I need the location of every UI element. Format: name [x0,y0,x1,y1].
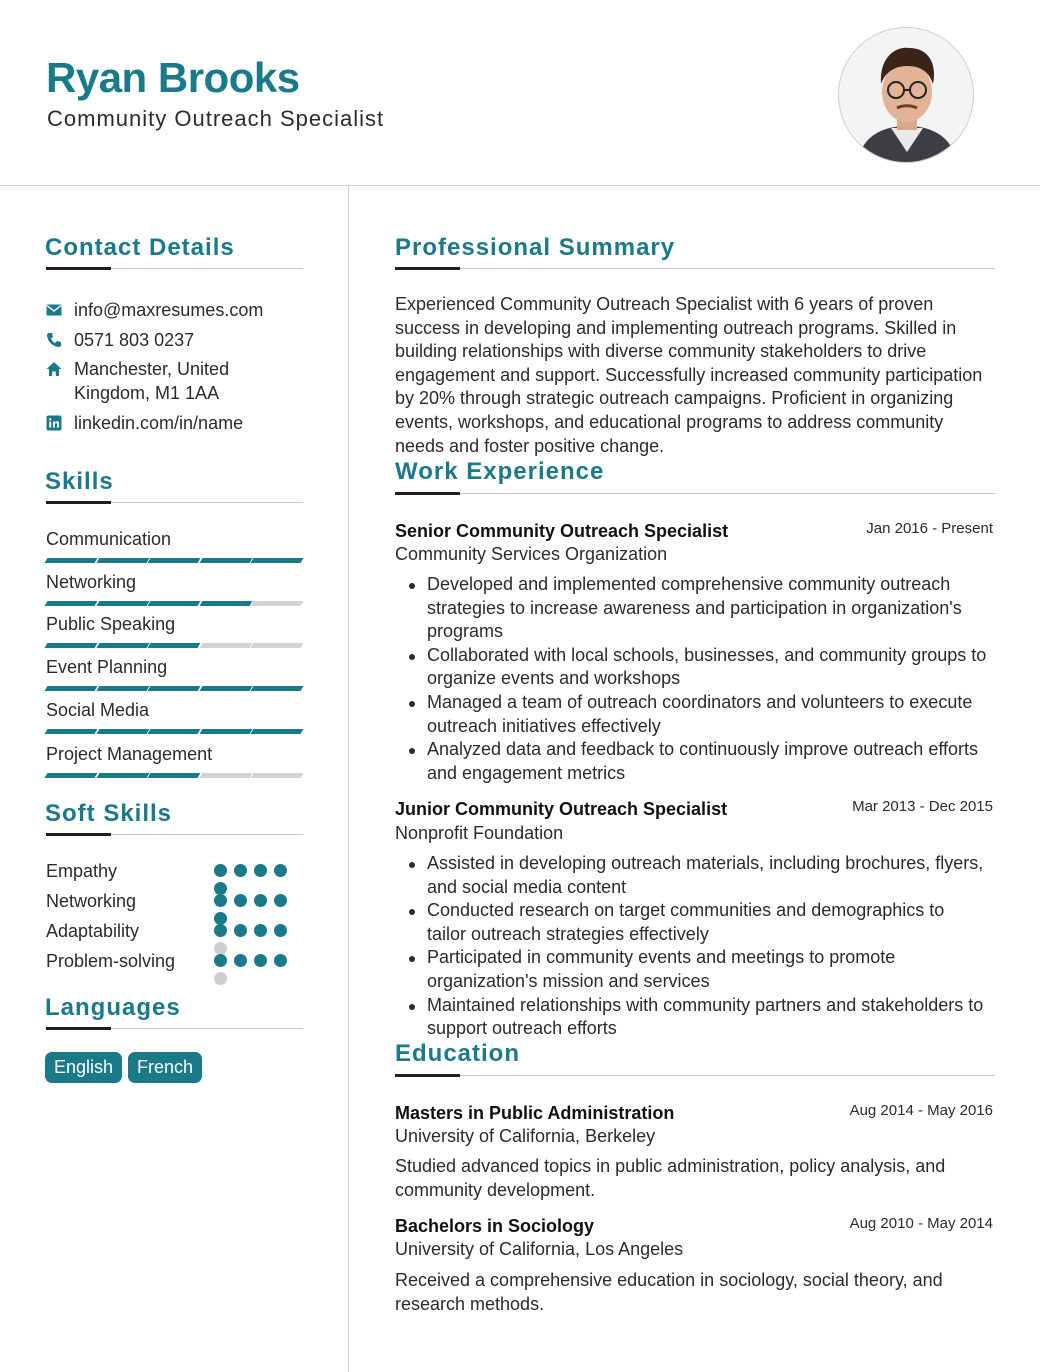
soft-skill-label: Adaptability [46,921,140,941]
job-bullet: Developed and implemented comprehensive community outreach strategies to increase awareness and participation in organization's programs [395,573,995,644]
skill-level-segment [148,773,200,778]
skill-level-segment [251,601,303,606]
skill-level-segment [45,773,97,778]
education-section-title: Education [395,1040,521,1067]
candidate-name: Ryan Brooks [46,54,300,101]
soft-skill-label: Empathy [46,861,118,881]
skills-section-rule [46,502,303,503]
summary-line: by 20% through strategic outreach campaigns. Proficient in organizing [395,388,954,409]
skill-level-segment [199,601,251,606]
skill-level-segment [148,601,200,606]
skill-level-bar [46,686,302,691]
linkedin-icon [46,415,62,431]
rating-dot [234,864,247,877]
skill-level-bar [46,643,302,648]
skill-label: Public Speaking [46,614,176,634]
skill-label: Social Media [46,700,150,720]
skill-level-segment [96,558,148,563]
languages-section-rule [46,1028,303,1029]
skill-level-segment [251,686,303,691]
skill-label: Event Planning [46,657,168,677]
experience-section-title: Work Experience [395,458,605,485]
candidate-role: Community Outreach Specialist [47,106,385,131]
skill-level-segment [199,729,251,734]
profile-photo [838,27,974,163]
skill-level-bar [46,558,302,563]
summary-line: events, workshops, and educational programs to address community [395,411,944,432]
rating-dot [234,954,247,967]
summary-line: success in developing and implementing outreach programs. Skilled in [395,317,957,338]
summary-line: engagement and support. Successfully increased community participation [395,364,983,385]
education-description: Studied advanced topics in public administration, policy analysis, and community development. [395,1156,946,1200]
rating-dot [214,954,227,967]
rating-dot [274,954,287,967]
skill-level-segment [45,643,97,648]
skill-label: Networking [46,572,137,592]
home-icon [46,361,62,377]
education-date: Aug 2010 - May 2014 [849,1215,993,1232]
job-title: Junior Community Outreach Specialist [395,799,728,819]
rating-dot [254,864,267,877]
soft-skills-section-title: Soft Skills [45,800,173,827]
language-badge-french: French [128,1052,202,1083]
job-bullets [395,573,995,785]
rating-dot [254,894,267,907]
job-bullet: Collaborated with local schools, businesses, and community groups to organize events and workshops [395,644,995,691]
rating-dot [254,924,267,937]
job-organization: Nonprofit Foundation [395,823,564,843]
soft-skills-section-rule [46,834,303,835]
experience-section-rule [395,493,995,494]
resume-header [0,0,1040,186]
contact-email-text: info@maxresumes.com [74,300,264,320]
skill-level-segment [96,773,148,778]
rating-dot [274,924,287,937]
job-bullet: Assisted in developing outreach materials, including brochures, flyers, and social media content [395,852,995,899]
skill-level-segment [96,643,148,648]
education-date: Aug 2014 - May 2016 [849,1102,993,1119]
job-bullet: Managed a team of outreach coordinators and volunteers to execute outreach initiatives effectively [395,691,995,738]
education-degree: Masters in Public Administration [395,1103,675,1123]
skill-level-segment [148,686,200,691]
rating-dot [234,894,247,907]
skill-level-segment [199,773,251,778]
contact-section-title: Contact Details [45,234,235,261]
education-school: University of California, Los Angeles [395,1239,684,1259]
skills-section-title: Skills [45,468,114,495]
languages-section-title: Languages [45,994,181,1021]
skill-level-segment [96,686,148,691]
rating-dot [254,954,267,967]
skill-level-segment [199,686,251,691]
skill-level-segment [251,773,303,778]
job-bullet: Participated in community events and meetings to promote organization's mission and services [395,946,995,993]
skill-level-bar [46,601,302,606]
skill-level-segment [45,729,97,734]
contact-phone-text: 0571 803 0237 [74,330,195,350]
skill-level-bar [46,729,302,734]
job-date: Jan 2016 - Present [866,520,993,537]
rating-dot [274,864,287,877]
skill-level-segment [251,729,303,734]
skill-level-segment [251,643,303,648]
person-portrait-icon [839,28,974,163]
education-school: University of California, Berkeley [395,1126,656,1146]
summary-text [395,293,995,458]
summary-section-title: Professional Summary [395,234,676,261]
skill-level-bar [46,773,302,778]
soft-skill-rating [214,954,294,994]
rating-dot [214,972,227,985]
rating-dot [214,924,227,937]
soft-skill-label: Networking [46,891,137,911]
skill-level-segment [199,558,251,563]
contact-address-line2: Kingdom, M1 1AA [74,383,220,403]
skill-level-segment [96,601,148,606]
summary-section-rule [395,268,995,269]
job-bullet: Conducted research on target communities and demographics to tailor outreach strategies effectively [395,899,995,946]
skill-level-segment [148,729,200,734]
job-bullet: Analyzed data and feedback to continuously improve outreach efforts and engagement metrics [395,738,995,785]
skill-level-segment [148,558,200,563]
skill-level-segment [251,558,303,563]
rating-dot [214,894,227,907]
education-degree: Bachelors in Sociology [395,1216,595,1236]
skill-label: Communication [46,529,172,549]
education-section-rule [395,1075,995,1076]
contact-section-rule [46,268,303,269]
skill-level-segment [45,686,97,691]
summary-line: building relationships with diverse community stakeholders to drive [395,341,927,362]
rating-dot [234,924,247,937]
language-badge-english: English [45,1052,122,1083]
skill-level-segment [45,558,97,563]
skill-level-segment [96,729,148,734]
job-title: Senior Community Outreach Specialist [395,521,729,541]
soft-skill-label: Problem-solving [46,951,176,971]
phone-icon [46,332,62,348]
envelope-icon [46,302,62,318]
summary-line: Experienced Community Outreach Specialist with 6 years of proven [395,294,934,314]
contact-address-line1: Manchester, United [74,359,230,379]
summary-line: needs and foster positive change. [395,435,665,456]
rating-dot [214,864,227,877]
rating-dot [274,894,287,907]
job-date: Mar 2013 - Dec 2015 [852,798,993,815]
job-bullet: Maintained relationships with community partners and stakeholders to support outreach efforts [395,994,995,1041]
job-organization: Community Services Organization [395,544,668,564]
contact-linkedin-text: linkedin.com/in/name [74,413,244,433]
skill-level-segment [45,601,97,606]
column-divider [348,186,349,1372]
job-bullets [395,852,995,1041]
skill-label: Project Management [46,744,213,764]
education-description: Received a comprehensive education in sociology, social theory, and research methods. [395,1270,943,1314]
skill-level-segment [199,643,251,648]
skill-level-segment [148,643,200,648]
